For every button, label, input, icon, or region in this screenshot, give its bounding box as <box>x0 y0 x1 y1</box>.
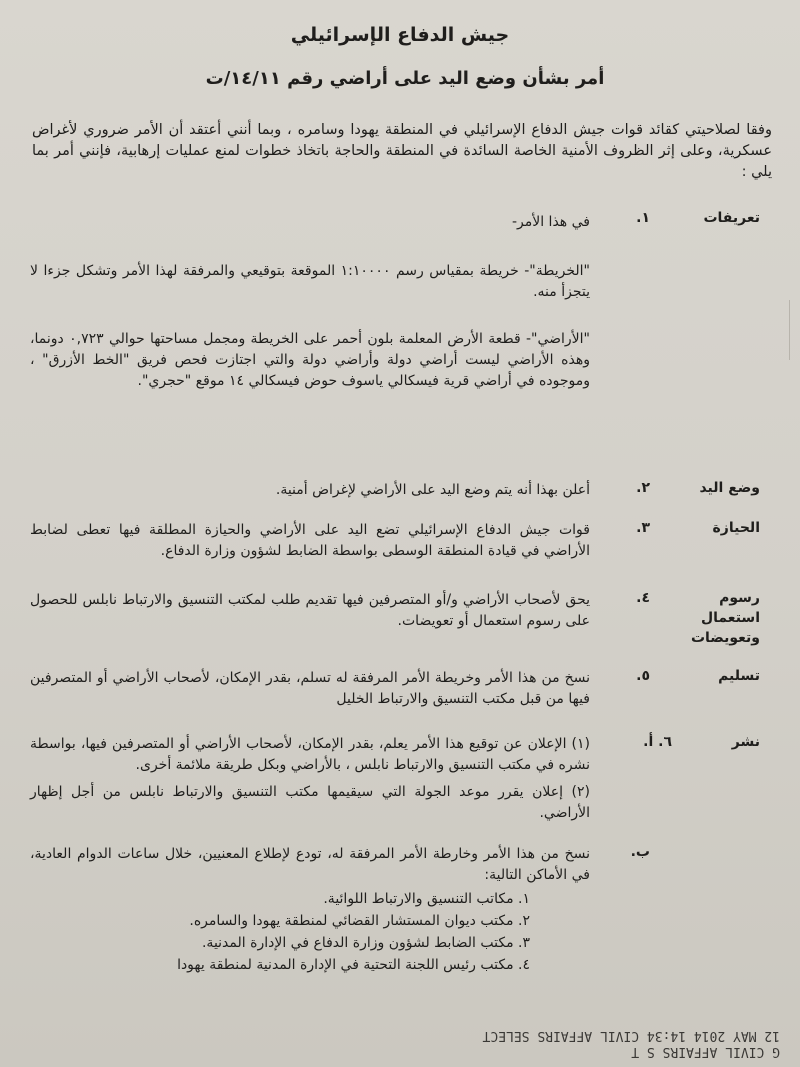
section-label-definitions: تعريفات <box>703 210 760 226</box>
publication-item-2: (٢) إعلان يقرر موعد الجولة التي سيقيمها مكتب التنسيق والارتباط نابلس من أجل إظهار الأراضي. <box>30 784 590 821</box>
section-label-delivery: تسليم <box>718 668 760 684</box>
section-body-deposit <box>30 844 590 976</box>
section-number-6b: ب. <box>630 844 650 860</box>
section-number-5: ٥. <box>636 668 650 684</box>
fax-footer <box>20 1025 780 1061</box>
section-number-2: ٢. <box>636 480 650 496</box>
intro-paragraph <box>32 120 772 183</box>
document-subtitle: أمر بشأن وضع اليد على أراضي رقم ١٤/١١/ت <box>205 68 605 89</box>
list-item: ٣. مكتب الضابط لشؤون وزارة الدفاع في الإدارة المدنية. <box>201 935 530 951</box>
section-label-publication: نشر <box>731 734 760 750</box>
fees-text: يحق لأصحاب الأراضي و/أو المتصرفين فيها تقديم طلب لمكتب التنسيق والارتباط نابلس للحصول على رسوم استعمال أو تعويضات. <box>30 592 590 629</box>
definition-map: "الخريطة"- خريطة بمقياس رسم ١:١٠٠٠٠ الموقعة بتوقيعي والمرفقة لهذا الأمر وتشكل جزءا لا يتجزأ منه. <box>30 263 590 300</box>
fax-header-line-1: G CIVIL AFFAIRS S T <box>631 1044 780 1059</box>
section-body-publication <box>30 734 590 830</box>
section-label-possession: الحيازة <box>712 520 760 536</box>
list-item: ١. مكاتب التنسيق والارتباط اللوائية. <box>323 891 530 907</box>
publication-item-1: (١) الإعلان عن توقيع هذا الأمر يعلم، بقدر الإمكان، لأصحاب الأراضي أو المتصرفين فيها، بواسطة نشره في مكتب التنسيق والارتباط نابلس ، بالأراضي وبكل طريقة ملائمة أخرى. <box>30 736 590 773</box>
section-body-possession <box>30 520 590 568</box>
intro-text: وفقا لصلاحيتي كقائد قوات جيش الدفاع الإسرائيلي في المنطقة يهودا وسامره ، وبما أنني أعتقد أن الأمر ضروري لأغراض عسكرية، وعلى إثر الظروف الأمنية الخاصة السائدة في المنطقة والحاجة باتخاذ خطوات لمنع عمليات إرهابية، فإنني أمر بما يلي : <box>32 122 772 180</box>
document-title: جيش الدفاع الإسرائيلي <box>290 24 510 46</box>
section-number-6a: ٦. أ. <box>643 734 672 750</box>
section-body-definitions <box>30 212 590 398</box>
seizure-text: أعلن بهذا أنه يتم وضع اليد على الأراضي لإغراض أمنية. <box>275 482 590 498</box>
paper-fold <box>789 300 800 360</box>
section-body-delivery <box>30 668 590 716</box>
fax-header-line-2: 12 MAY 2014 14:34 CIVIL AFFAIRS SELECT <box>482 1028 780 1043</box>
deposit-locations-list <box>30 888 590 976</box>
section-body-seizure <box>30 480 590 507</box>
section-label-fees: رسوم استعمال وتعويضات <box>690 590 760 646</box>
delivery-text: نسخ من هذا الأمر وخريطة الأمر المرفقة له تسلم، بقدر الإمكان، لأصحاب الأراضي أو المتصرفين فيها من قبل مكتب التنسيق والارتباط الخليل <box>30 670 590 707</box>
section-number-3: ٣. <box>636 520 650 536</box>
section-number-4: ٤. <box>636 590 650 606</box>
list-item: ٢. مكتب ديوان المستشار القضائي لمنطقة يهودا والسامره. <box>189 913 530 929</box>
deposit-text: نسخ من هذا الأمر وخارطة الأمر المرفقة له، تودع لإطلاع المعنيين، خلال ساعات الدوام العادية، في الأماكن التالية: <box>30 846 590 883</box>
list-item: ٤. مكتب رئيس اللجنة التحتية في الإدارة المدنية لمنطقة يهودا <box>177 957 530 973</box>
section-body-fees <box>30 590 590 638</box>
possession-text: قوات جيش الدفاع الإسرائيلي تضع اليد على الأراضي والحيازة المطلقة فيها تعطى لضابط الأراضي في قيادة المنطقة الوسطى بواسطة الضابط لشؤون وزارة الدفاع. <box>30 522 590 559</box>
definition-lands: "الأراضي"- قطعة الأرض المعلمة بلون أحمر على الخريطة ومجمل مساحتها حوالي ٠,٧٢٣ دونما، وهذه الأراضي ليست أراضي دولة وأراضي دولة والتي اجتازت فحص فريق "الخط الأزرق" ، وموجوده في أراضي قرية فيسكالي ياسوف حوض فيسكالي ١٤ موقع "حجري". <box>30 331 590 389</box>
section-label-seizure: وضع اليد <box>699 480 760 496</box>
definitions-intro: في هذا الأمر- <box>511 214 590 230</box>
section-number-1: ١. <box>636 210 650 226</box>
